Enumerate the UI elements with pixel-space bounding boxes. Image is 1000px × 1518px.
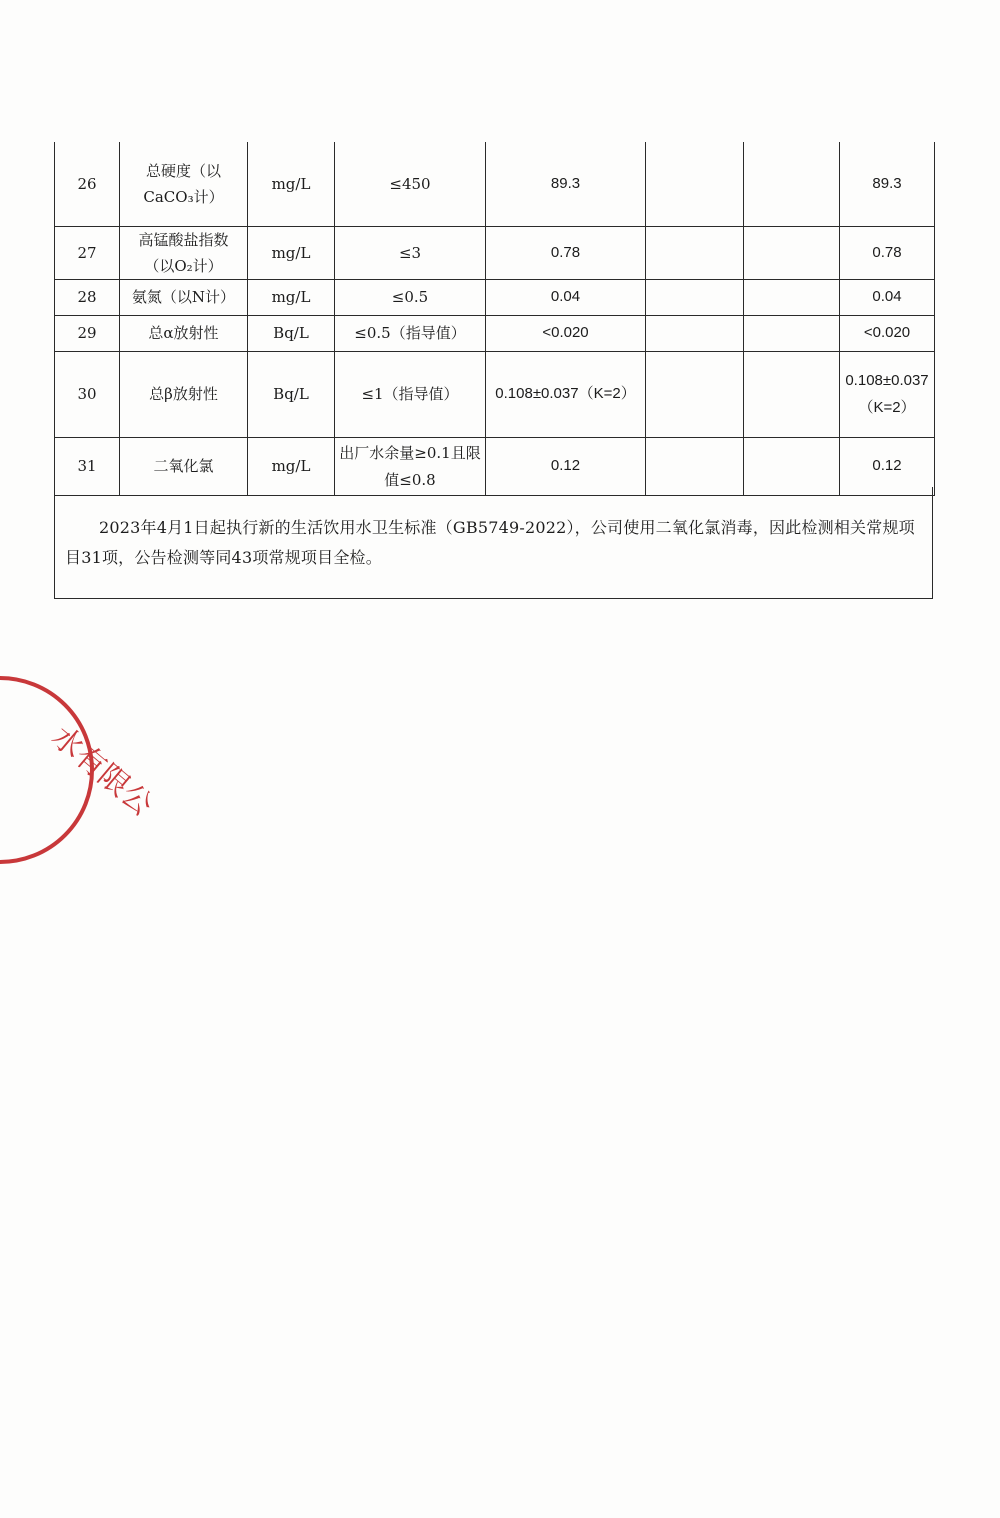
cell-unit: mg/L	[248, 142, 335, 226]
cell-item: 二氧化氯	[120, 438, 248, 496]
cell-col7	[744, 352, 840, 438]
note-text: 2023年4月1日起执行新的生活饮用水卫生标准（GB5749-2022），公司使用二氧化氯消毒，因此检测相关常规项目31项，公告检测等同43项常规项目全检。	[65, 518, 915, 567]
water-quality-table	[54, 142, 935, 496]
cell-unit: mg/L	[248, 438, 335, 496]
cell-unit: mg/L	[248, 280, 335, 316]
cell-col8: 0.78	[840, 226, 935, 280]
table-row	[55, 316, 935, 352]
seal-lettering: 水有限公	[44, 719, 160, 824]
cell-limit: ≤1（指导值）	[335, 352, 486, 438]
cell-col6	[646, 142, 744, 226]
cell-limit: ≤0.5	[335, 280, 486, 316]
cell-item: 总α放射性	[120, 316, 248, 352]
cell-limit: ≤3	[335, 226, 486, 280]
company-seal	[0, 670, 160, 870]
cell-col7	[744, 142, 840, 226]
cell-result: <0.020	[486, 316, 646, 352]
cell-col8: 0.04	[840, 280, 935, 316]
cell-item: 氨氮（以N计）	[120, 280, 248, 316]
cell-result: 0.108±0.037（K=2）	[486, 352, 646, 438]
cell-col8: 0.108±0.037（K=2）	[840, 352, 935, 438]
cell-unit: Bq/L	[248, 316, 335, 352]
cell-no: 31	[55, 438, 120, 496]
cell-col6	[646, 226, 744, 280]
cell-col7	[744, 316, 840, 352]
cell-limit: 出厂水余量≥0.1且限值≤0.8	[335, 438, 486, 496]
cell-no: 29	[55, 316, 120, 352]
cell-result: 89.3	[486, 142, 646, 226]
cell-unit: mg/L	[248, 226, 335, 280]
table-row	[55, 142, 935, 226]
cell-col7	[744, 226, 840, 280]
cell-col8: 0.12	[840, 438, 935, 496]
cell-col8: 89.3	[840, 142, 935, 226]
cell-no: 30	[55, 352, 120, 438]
cell-col8: <0.020	[840, 316, 935, 352]
cell-col6	[646, 316, 744, 352]
cell-item: 总β放射性	[120, 352, 248, 438]
cell-unit: Bq/L	[248, 352, 335, 438]
cell-item: 高锰酸盐指数（以O₂计）	[120, 226, 248, 280]
cell-no: 26	[55, 142, 120, 226]
cell-item: 总硬度（以CaCO₃计）	[120, 142, 248, 226]
cell-limit: ≤0.5（指导值）	[335, 316, 486, 352]
table-row	[55, 352, 935, 438]
cell-col7	[744, 280, 840, 316]
cell-no: 28	[55, 280, 120, 316]
cell-result: 0.04	[486, 280, 646, 316]
cell-col6	[646, 352, 744, 438]
note-box	[54, 487, 933, 599]
cell-col6	[646, 280, 744, 316]
cell-result: 0.78	[486, 226, 646, 280]
table-row	[55, 280, 935, 316]
cell-no: 27	[55, 226, 120, 280]
cell-result: 0.12	[486, 438, 646, 496]
table-row	[55, 226, 935, 280]
cell-limit: ≤450	[335, 142, 486, 226]
